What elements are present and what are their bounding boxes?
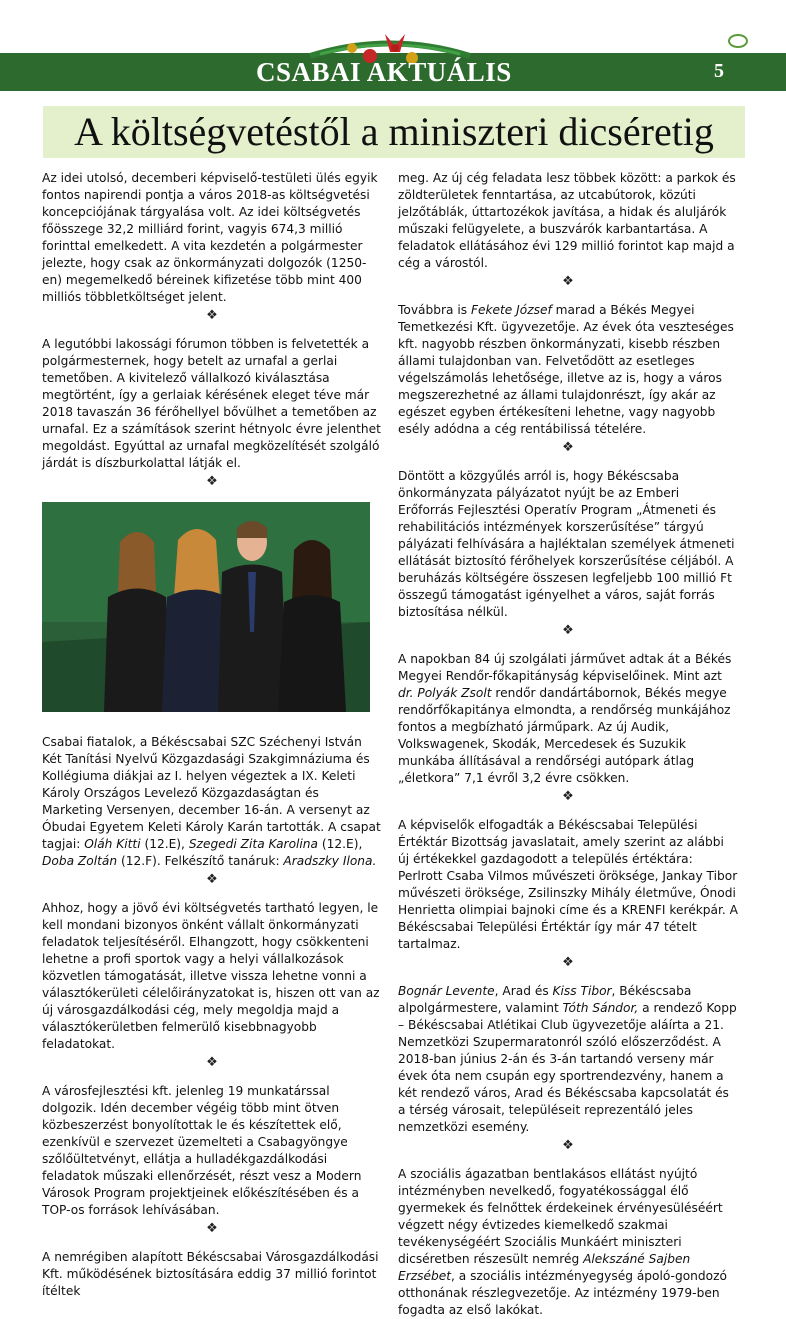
paragraph: A képviselők elfogadták a Békéscsabai Települési Értéktár Bizottság javaslatait, amely szerint az alábbi új értékekkel gazdagodott a település értéktára: Perlrott Csaba Vilmos művészeti öröksége, Jankay Tibor művészeti öröksége, Zsilinszky Mihály életműve, Ónodi Henrietta olimpiai bajnoki címe és a KRENFI kerékpár. A Békéscsabai Települési Értéktár így már 47 tételt tartalmaz. [398, 818, 738, 951]
photo-caption: Csabai fiatalok, a Békéscsabai SZC Széchenyi István Két Tanítási Nyelvű Közgazdasági Szakgimnáziuma és Kollégiuma diákjai az I. helyen végeztek a IX. Keleti Károly Országos Levelező Közgazdaságtan és Marketing Versenyen, december 16-án. A versenyt az Óbudai Egyetem Keleti Károly Karán tartották. A csapat tagjai: Oláh Kitti (12.E), Szegedi Zita Karolina (12.E), Doba Zoltán (12.F). Felkészítő tanáruk: Aradszky Ilona. [42, 735, 381, 868]
separator-ornament-icon: ❖ [562, 274, 574, 289]
magazine-title: CSABAI AKTUÁLIS [256, 57, 512, 87]
person-name: Fekete József [470, 303, 552, 317]
student-name: Oláh Kitti [84, 837, 141, 851]
swirl-ornament-icon [728, 34, 748, 48]
person-name: Kiss Tibor [552, 984, 612, 998]
article-headline: A költségvetéstől a miniszteri dicséretig [74, 109, 714, 154]
paragraph: Továbbra is Fekete József marad a Békés Megyei Temetkezési Kft. ügyvezetője. Az évek óta veszteséges kft. nagyobb részben önkormányzati, kisebb részben állami tulajdonban van. Felvetődött az esetleges végelszámolás lehetősége, illetve az is, hogy a város megszerezhetné az állami tulajdonrészt, így akár az egészet egyben értékesíteni lehetne, vagy nagyobb esély adódna a cég rentábilissá tételére. [398, 303, 734, 436]
paragraph: A nemrégiben alapított Békéscsabai Városgazdálkodási Kft. működésének biztosítására eddig 37 millió forintot ítéltek [42, 1250, 379, 1298]
paragraph: A városfejlesztési kft. jelenleg 19 munkatárssal dolgozik. Idén december végéig több mint ötven közbeszerzést bonyolítottak le és készítettek elő, ezenkívül e szervezet üzemelteti a Csabagyöngye szőlőültetvényt, ellátja a hulladékgazdálkodási feladatok műszaki ellenőrzését, részt vesz a Modern Városok Program projektjeinek előkészítésében és a TOP-os források lehívásában. [42, 1084, 362, 1217]
paragraph: Az idei utolsó, decemberi képviselő-testületi ülés egyik fontos napirendi pontja a város 2018-as költségvetési koncepciójának tárgyalása volt. Az idei költségvetés főösszege 32,2 milliárd forint, vagyis 674,3 millió forinttal emelkedett. A vita kezdetén a polgármester jelezte, hogy csak az önkormányzati dolgozók (1250-en) megemelkedő béreinek kifizetése több mint 400 milliós többletköltséget jelent. [42, 171, 378, 304]
paragraph: A legutóbbi lakossági fórumon többen is felvetették a polgármesternek, hogy betelt az urnafal a gerlai temetőben. A kivitelező vállalkozó kiválasztása megtörtént, így a gerlaiak kérésének eleget téve már 2018 tavaszán 36 férőhellyel bővülhet a temetőben az urnafal. Ez a számítások szerint hétnyolc évre jelenthet megoldást. Egyúttal az urnafal megközelítését szolgáló járdát is díszburkolattal látják el. [42, 337, 381, 470]
separator-ornament-icon: ❖ [562, 955, 574, 970]
person-name: dr. Polyák Zsolt [398, 686, 492, 700]
paragraph: meg. Az új cég feladata lesz többek között: a parkok és zöldterületek fenntartása, az utcabútorok, közúti jelzőtáblák, úttartozékok javítása, a hidak és aluljárók műszaki felügyelete, a buszvárók karbantartása. A feladatok ellátásához évi 129 millió forintot kap majd a cég a várostól. [398, 171, 736, 270]
teacher-name: Aradszky Ilona. [283, 854, 377, 868]
separator-ornament-icon: ❖ [562, 1138, 574, 1153]
paragraph: A szociális ágazatban bentlakásos ellátást nyújtó intézményben nevelkedő, fogyatékossággal élő gyermekek és felnőttek érdekeinek érvényesüléséért végzett négy évtizedes kiemelkedő szakmai tevékenységéért Szociális Munkáért miniszteri dicséretben részesült nemrég Alekszáné Sajben Erzsébet, a szociális intézményegység ápoló-gondozó otthonának részlegvezetője. Az intézmény 1979-ben fogadta az első lakókat. [398, 1167, 727, 1317]
separator-ornament-icon: ❖ [206, 1221, 218, 1236]
person-name: Bognár Levente [398, 984, 495, 998]
separator-ornament-icon: ❖ [562, 789, 574, 804]
student-name: Szegedi Zita Karolina [188, 837, 318, 851]
separator-ornament-icon: ❖ [206, 308, 218, 323]
separator-ornament-icon: ❖ [206, 1055, 218, 1070]
paragraph: Bognár Levente, Arad és Kiss Tibor, Békéscsaba alpolgármestere, valamint Tóth Sándor, a rendező Kopp – Békéscsabai Atlétikai Club ügyvezetője aláírta a 21. Nemzetközi Szupermaratonról szóló előszerződést. A 2018-ban június 2-án és 3-án tartandó verseny már évek óta nem csupán egy sportrendezvény, hanem a két rendező város, Arad és Békéscsaba kapcsolatát és a térség városait, településeit reprezentáló jeles nemzetközi esemény. [398, 984, 737, 1134]
separator-ornament-icon: ❖ [562, 623, 574, 638]
student-name: Doba Zoltán [42, 854, 118, 868]
paragraph: Ahhoz, hogy a jövő évi költségvetés tartható legyen, le kell mondani bizonyos önként vállalt önkormányzati feladatok teljesítéséről. Elhangzott, hogy csökkenteni lehetne a profi sportok vagy a helyi vállalkozások közvetlen támogatását, illetve vissza lehetne vonni a választókerületi célelőirányzatokat is, hiszen ott van az új városgazdálkodási cég, mely megoldja majd a választókerületben felmerülő kisebbnagyobb feladatokat. [42, 901, 380, 1051]
right-column [398, 170, 738, 1319]
separator-ornament-icon: ❖ [562, 440, 574, 455]
paragraph: Döntött a közgyűlés arról is, hogy Békéscsaba önkormányzata pályázatot nyújt be az Emberi Erőforrás Fejlesztési Operatív Program „Átmeneti és rehabilitációs intézmények korszerűsítése” tárgyú pályázati felhívására a hajléktalan személyek átmeneti ellátását biztosító férőhelyek korszerűsítése céljából. A beruházás költségére összesen legfeljebb 100 millió Ft összegű támogatást igényelhet a város, saját forrás biztosítása nélkül. [398, 469, 735, 619]
group-photo-illustration [42, 502, 370, 712]
page-number: 5 [714, 60, 724, 82]
paragraph: A napokban 84 új szolgálati járművet adtak át a Békés Megyei Rendőr-főkapitányság képviselőinek. Mint azt dr. Polyák Zsolt rendőr dandártábornok, Békés megye rendőrfőkapitánya elmondta, a rendőrség munkájához fontos a megbízható járműpark. Az új Audik, Volkswagenek, Skodák, Mercedesek és Suzukik munkába állításával a rendőrségi autópark átlag „életkora” 7,1 évről 3,2 évre csökken. [398, 652, 732, 785]
photo-credit: (Fotó: facebook/bszc) [370, 597, 383, 716]
left-column [42, 170, 382, 1300]
separator-ornament-icon: ❖ [206, 474, 218, 489]
person-name: Tóth Sándor, [562, 1001, 639, 1015]
separator-ornament-icon: ❖ [206, 872, 218, 887]
person-name: Alekszáné Sajben Erzsébet [398, 1252, 691, 1283]
students-photo [42, 502, 383, 716]
